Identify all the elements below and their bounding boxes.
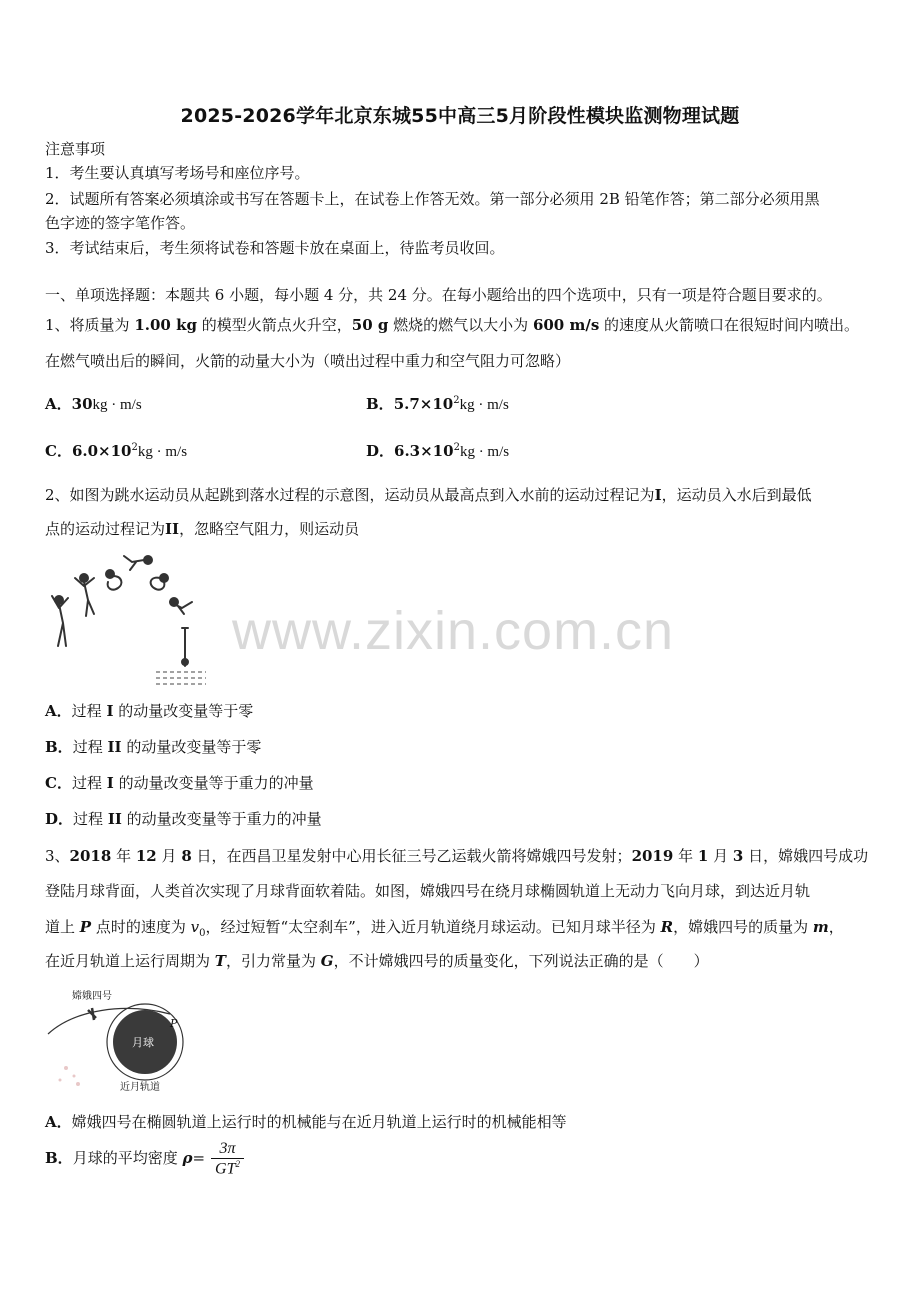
q1-option-d[interactable]: D．$6.3\times 10^2kg \cdot m/s$: [366, 442, 510, 460]
q1-option-a[interactable]: A．30kg · m/s: [45, 395, 142, 413]
moon-orbit-diagram: [44, 984, 194, 1094]
q3-stem-line3: 道上 P 点时的速度为 $v_0$，经过短暂“太空刹车”，进入近月轨道绕月球运动。已知月球半径为 R，嫦娥四号的质量为 m，: [45, 918, 844, 939]
page-title: 2025-2026学年北京东城55中高三5月阶段性模块监测物理试题: [180, 105, 740, 127]
section-heading: 一、单项选择题：本题共 6 小题，每小题 4 分，共 24 分。在每小题给出的四个选项中，只有一项是符合题目要求的。: [45, 286, 832, 304]
q1-stem-line2: 在燃气喷出后的瞬间，火箭的动量大小为（喷出过程中重力和空气阻力可忽略）: [45, 352, 571, 370]
label-near-orbit: 近月轨道: [120, 1082, 160, 1093]
q3-stem-line4: 在近月轨道上运行周期为 T，引力常量为 G，不计嫦娥四号的质量变化，下列说法正确的是（ ）: [45, 952, 709, 970]
watermark: www.zixin.com.cn: [232, 601, 675, 661]
notice-item-3: 3．考试结束后，考生须将试卷和答题卡放在桌面上，待监考员收回。: [45, 239, 505, 257]
label-change4: 嫦娥四号: [72, 991, 112, 1002]
notice-item-2a: 2．试题所有答案必须填涂或书写在答题卡上，在试卷上作答无效。第一部分必须用 2B 铅笔作答；第二部分必须用黑: [45, 190, 820, 208]
q2-option-c[interactable]: C．过程 I 的动量改变量等于重力的冲量: [45, 774, 314, 792]
q3-stem-line2: 登陆月球背面，人类首次实现了月球背面软着陆。如图，嫦娥四号在绕月球椭圆轨道上无动力飞向月球，到达近月轨: [45, 882, 811, 900]
label-moon: 月球: [132, 1036, 154, 1049]
q2-option-a[interactable]: A．过程 I 的动量改变量等于零: [45, 702, 254, 720]
label-point-p: P: [170, 1017, 178, 1030]
q3-stem-line1: 3、2018 年 12 月 8 日，在西昌卫星发射中心用长征三号乙运载火箭将嫦娥四号发射；2019 年 1 月 3 日，嫦娥四号成功: [45, 847, 869, 865]
q3-option-a[interactable]: A．嫦娥四号在椭圆轨道上运行时的机械能与在近月轨道上运行时的机械能相等: [45, 1113, 567, 1131]
diver-diagram: [44, 548, 220, 688]
q1-stem-line1: 1、将质量为 1.00 kg 的模型火箭点火升空，50 g 燃烧的燃气以大小为 600 m/s 的速度从火箭喷口在很短时间内喷出。: [45, 316, 860, 334]
q2-stem-line2: 点的运动过程记为II，忽略空气阻力，则运动员: [45, 520, 360, 538]
q3-option-b[interactable]: B．月球的平均密度 ρ= $\frac{3\pi}{GT^2}$: [45, 1140, 244, 1178]
q2-option-d[interactable]: D．过程 II 的动量改变量等于重力的冲量: [45, 810, 322, 828]
q2-stem-line1: 2、如图为跳水运动员从起跳到落水过程的示意图，运动员从最高点到入水前的运动过程记为I，运动员入水后到最低: [45, 486, 812, 504]
notice-item-2b: 色字迹的签字笔作答。: [45, 214, 196, 232]
q1-option-b[interactable]: B．$5.7\times 10^2kg \cdot m/s$: [366, 395, 509, 413]
q1-option-c[interactable]: C．$6.0\times 10^2kg \cdot m/s$: [45, 442, 188, 460]
notice-heading: 注意事项: [45, 140, 106, 158]
density-fraction: $\frac{3\pi}{GT^2}$: [211, 1140, 244, 1178]
q2-option-b[interactable]: B．过程 II 的动量改变量等于零: [45, 738, 262, 756]
notice-item-1: 1．考生要认真填写考场号和座位序号。: [45, 164, 310, 182]
